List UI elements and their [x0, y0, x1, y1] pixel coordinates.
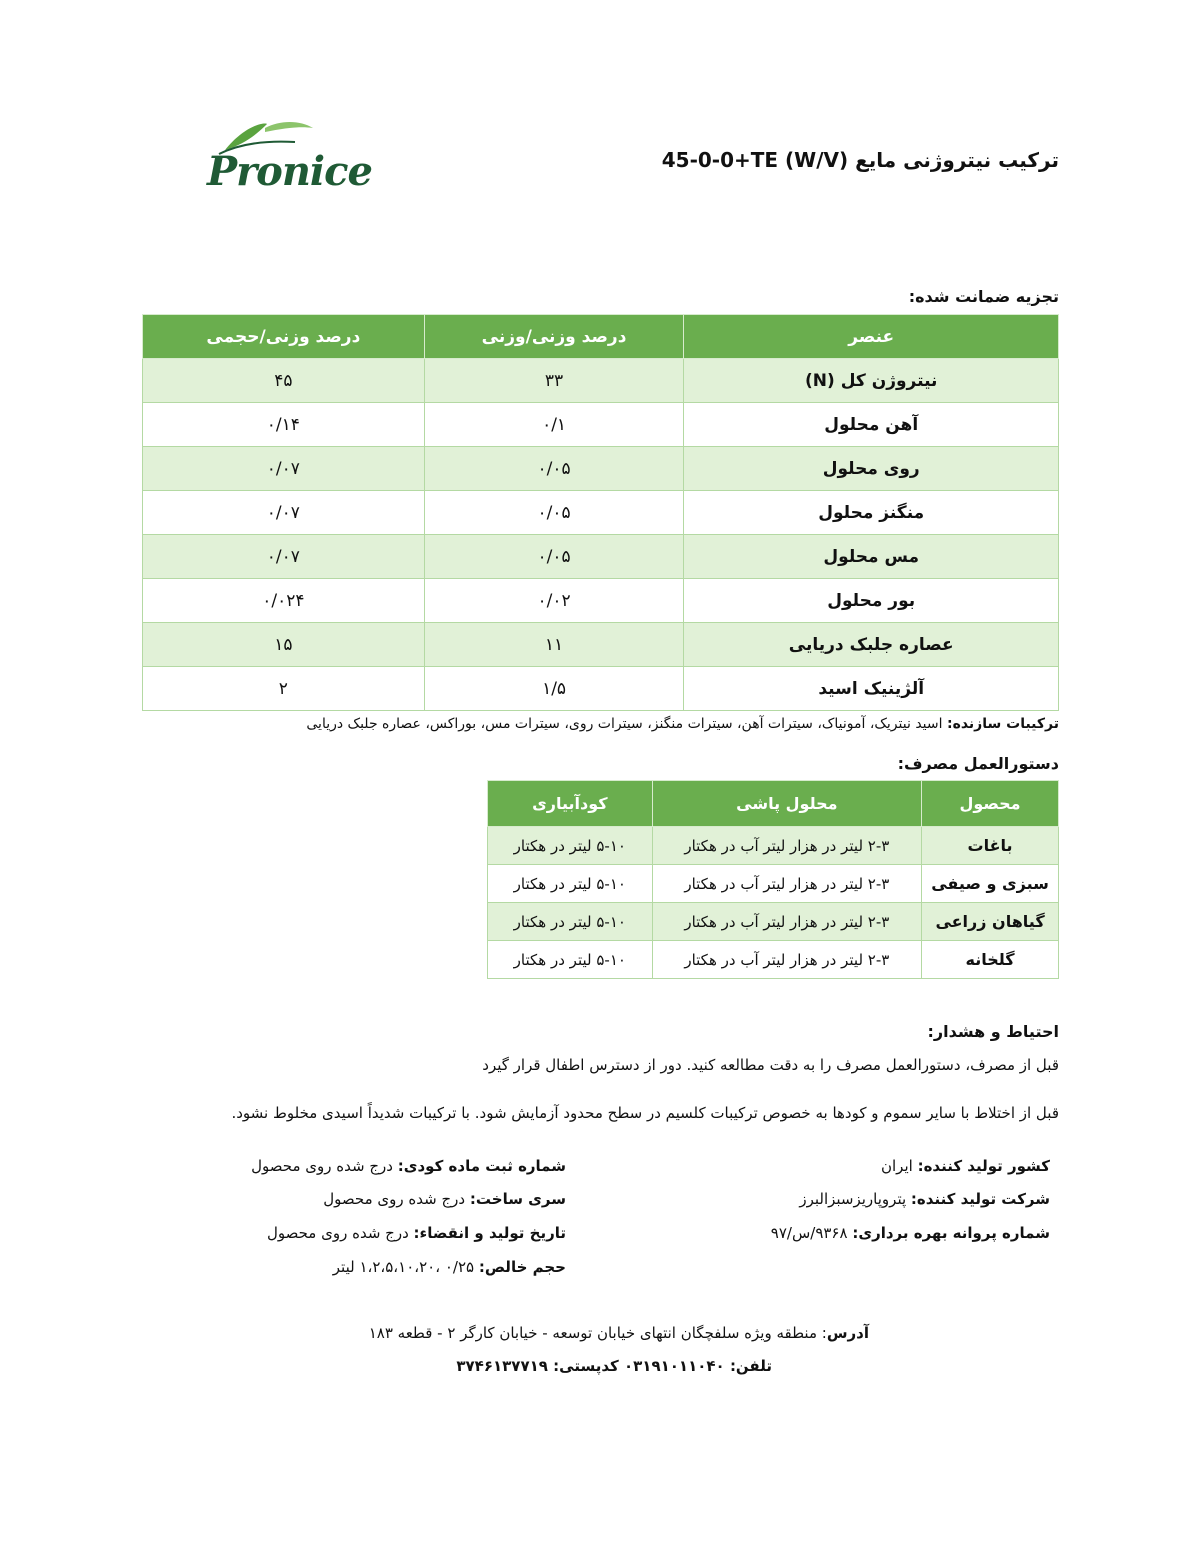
info-value: درج شده روی محصول [266, 1224, 414, 1242]
column-header-fertigation: کودآبیاری [488, 781, 653, 827]
wv-value: ۰/۰۷ [143, 491, 425, 535]
wv-value: ۱۵ [143, 623, 425, 667]
fertigation-dose: ۵-۱۰ لیتر در هکتار [488, 827, 653, 865]
element-name: آلژینیک اسید [684, 667, 1059, 711]
wv-value: ۰/۰۷ [143, 447, 425, 491]
info-value: ایران [881, 1157, 918, 1175]
info-country [881, 1157, 1050, 1175]
logo-text: Pronice [207, 148, 372, 195]
spray-dose: ۲-۳ لیتر در هزار لیتر آب در هکتار [652, 903, 921, 941]
wv-value: ۰/۰۲۴ [143, 579, 425, 623]
wv-value: ۴۵ [143, 359, 425, 403]
ww-value: ۰/۰۵ [424, 447, 684, 491]
info-company [799, 1190, 1050, 1208]
table-header-row [143, 315, 1059, 359]
caution-heading: احتیاط و هشدار: [927, 1022, 1059, 1041]
ww-value: ۰/۰۵ [424, 491, 684, 535]
info-registration [251, 1157, 566, 1175]
ww-value: ۳۳ [424, 359, 684, 403]
table-row [143, 403, 1059, 447]
column-header-spray: محلول پاشی [652, 781, 921, 827]
postal-label: کدپستی: [553, 1357, 619, 1375]
table-row [143, 491, 1059, 535]
crop-name: باغات [922, 827, 1059, 865]
composition-value: اسید نیتریک، آمونیاک، سیترات آهن، سیترات منگنز، سیترات روی، سیترات مس، بوراکس، عصاره جلبک دریایی [306, 716, 947, 732]
element-name: مس محلول [684, 535, 1059, 579]
table-row [143, 623, 1059, 667]
usage-heading: دستورالعمل مصرف: [897, 754, 1059, 773]
info-value: پتروپاریزسبزالبرز [799, 1190, 911, 1208]
info-label: شماره پروانه بهره برداری: [852, 1224, 1050, 1242]
phone-label: تلفن: [729, 1357, 772, 1375]
analysis-table [142, 314, 1059, 711]
info-label: تاریخ تولید و انقضاء: [413, 1224, 566, 1242]
element-name: روی محلول [684, 447, 1059, 491]
address-label: آدرس [826, 1324, 869, 1342]
element-name: عصاره جلبک دریایی [684, 623, 1059, 667]
table-row [488, 865, 1059, 903]
composition-line [306, 716, 1059, 732]
fertigation-dose: ۵-۱۰ لیتر در هکتار [488, 865, 653, 903]
info-license [771, 1224, 1050, 1242]
wv-value: ۰/۱۴ [143, 403, 425, 447]
crop-name: گلخانه [922, 941, 1059, 979]
wv-value: ۲ [143, 667, 425, 711]
analysis-heading: تجزیه ضمانت شده: [908, 287, 1059, 306]
fertigation-dose: ۵-۱۰ لیتر در هکتار [488, 941, 653, 979]
column-header-crop: محصول [922, 781, 1059, 827]
table-row [143, 447, 1059, 491]
info-value: ۰/۲۵ ،۱،۲،۵،۱۰،۲۰ لیتر [332, 1258, 479, 1276]
table-row [143, 535, 1059, 579]
info-dates [267, 1224, 566, 1242]
info-label: شرکت تولید کننده: [910, 1190, 1050, 1208]
ww-value: ۱۱ [424, 623, 684, 667]
column-header-ww: درصد وزنی/وزنی [424, 315, 684, 359]
crop-name: سبزی و صیفی [922, 865, 1059, 903]
wv-value: ۰/۰۷ [143, 535, 425, 579]
phone-line [456, 1357, 772, 1375]
ww-value: ۰/۰۵ [424, 535, 684, 579]
element-name: نیتروژن کل (N) [684, 359, 1059, 403]
info-label: حجم خالص: [478, 1258, 566, 1276]
crop-name: گیاهان زراعی [922, 903, 1059, 941]
spray-dose: ۲-۳ لیتر در هزار لیتر آب در هکتار [652, 941, 921, 979]
ww-value: ۰/۰۲ [424, 579, 684, 623]
info-value: ۹۳۶۸/س/۹۷ [770, 1224, 853, 1242]
table-row [143, 579, 1059, 623]
postal-value: ۳۷۴۶۱۳۷۷۱۹ [456, 1357, 554, 1375]
composition-label: ترکیبات سازنده: [946, 716, 1059, 732]
phone-value: ۰۳۱۹۱۰۱۱۰۴۰ [618, 1357, 730, 1375]
table-header-row [488, 781, 1059, 827]
page-title: ترکیب نیتروژنی مایع (W/V) 45-0-0+TE [661, 148, 1059, 172]
brand-logo [205, 120, 375, 200]
fertigation-dose: ۵-۱۰ لیتر در هکتار [488, 903, 653, 941]
element-name: آهن محلول [684, 403, 1059, 447]
column-header-wv: درصد وزنی/حجمی [143, 315, 425, 359]
table-row [143, 667, 1059, 711]
info-label: شماره ثبت ماده کودی: [397, 1157, 566, 1175]
element-name: منگنز محلول [684, 491, 1059, 535]
info-value: درج شده روی محصول [251, 1157, 398, 1175]
caution-text-2: قبل از اختلاط با سایر سموم و کودها به خصوص ترکیبات کلسیم در سطح محدود آزمایش شود. با ترکیبات شدیداً اسیدی مخلوط نشود. [231, 1104, 1059, 1122]
address-value: : منطقه ویژه سلفچگان انتهای خیابان توسعه - خیابان کارگر ۲ - قطعه ۱۸۳ [368, 1324, 827, 1342]
spray-dose: ۲-۳ لیتر در هزار لیتر آب در هکتار [652, 827, 921, 865]
info-batch [323, 1190, 566, 1208]
caution-text-1: قبل از مصرف، دستورالعمل مصرف را به دقت مطالعه کنید. دور از دسترس اطفال قرار گیرد [482, 1056, 1059, 1074]
element-name: بور محلول [684, 579, 1059, 623]
info-label: سری ساخت: [469, 1190, 566, 1208]
ww-value: ۱/۵ [424, 667, 684, 711]
spray-dose: ۲-۳ لیتر در هزار لیتر آب در هکتار [652, 865, 921, 903]
table-row [488, 827, 1059, 865]
table-row [488, 903, 1059, 941]
info-label: کشور تولید کننده: [917, 1157, 1050, 1175]
column-header-element: عنصر [684, 315, 1059, 359]
table-row [143, 359, 1059, 403]
info-volume [333, 1258, 566, 1276]
address-line [369, 1324, 869, 1342]
info-value: درج شده روی محصول [323, 1190, 470, 1208]
table-row [488, 941, 1059, 979]
usage-table [487, 780, 1059, 979]
ww-value: ۰/۱ [424, 403, 684, 447]
